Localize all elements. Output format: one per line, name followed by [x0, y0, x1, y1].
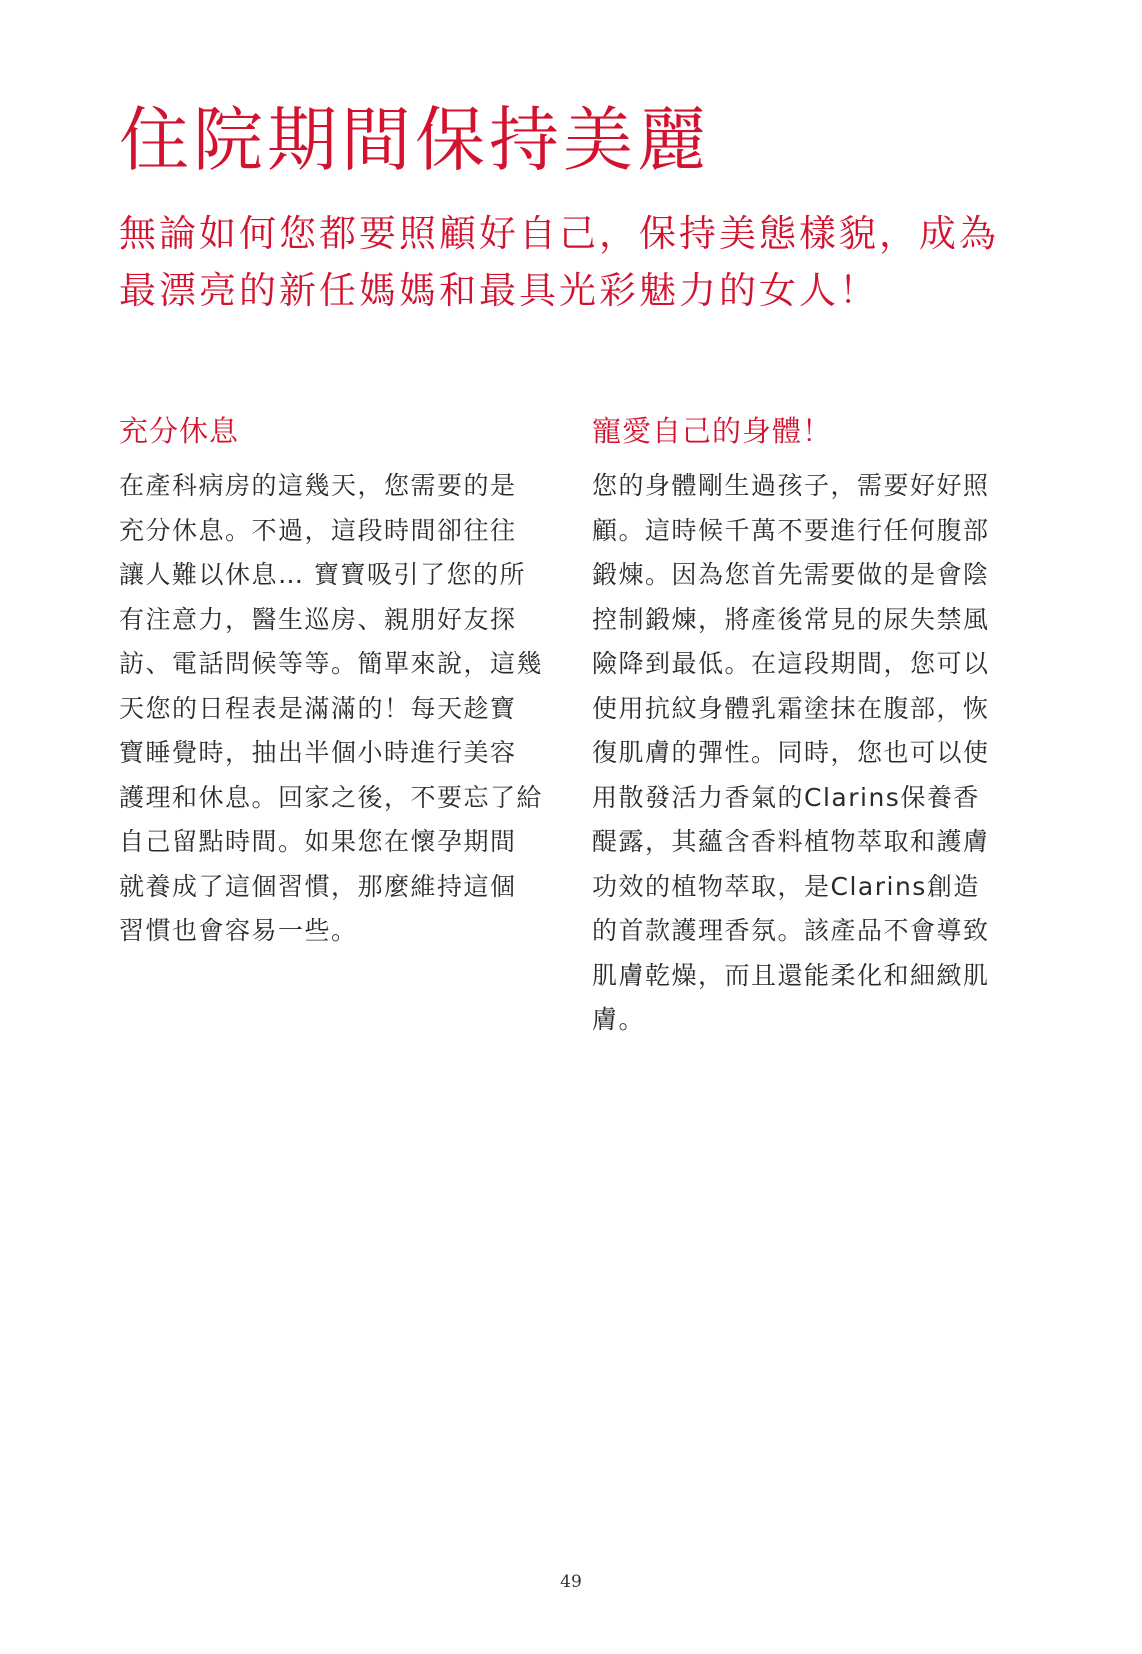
subtitle-line: 最漂亮的新任媽媽和最具光彩魅力的女人！ — [119, 269, 879, 312]
body-line: 有注意力，醫生巡房、親朋好友探 — [119, 604, 517, 634]
body-line: 天您的日程表是滿滿的！每天趁寶 — [119, 693, 517, 723]
section-body — [119, 464, 559, 954]
section-heading: 充分休息 — [119, 414, 240, 448]
body-line: 用散發活力香氣的Clarins保養香 — [592, 782, 980, 812]
section-heading: 寵愛自己的身體！ — [592, 414, 833, 448]
body-line: 寶睡覺時，抽出半個小時進行美容 — [119, 738, 517, 767]
body-line: 險降到最低。在這段期間，您可以 — [592, 649, 990, 678]
body-line: 醍露，其蘊含香料植物萃取和護膚 — [592, 827, 990, 856]
body-line: 在產科病房的這幾天，您需要的是 — [119, 471, 517, 500]
body-line: 訪、電話問候等等。簡單來說，這幾 — [119, 649, 544, 678]
subtitle-line: 無論如何您都要照顧好自己，保持美態樣貌，成為 — [119, 212, 999, 255]
body-line: 使用抗紋身體乳霜塗抹在腹部，恢 — [592, 693, 990, 723]
body-line: 護理和休息。回家之後，不要忘了給 — [119, 782, 544, 812]
page-number: 49 — [560, 1572, 582, 1592]
body-line: 肌膚乾燥，而且還能柔化和細緻肌 — [592, 960, 990, 990]
body-line: 自己留點時間。如果您在懷孕期間 — [119, 827, 517, 856]
page-title: 住院期間保持美麗 — [119, 99, 711, 181]
body-line: 習慣也會容易一些。 — [119, 916, 358, 945]
body-line: 鍛煉。因為您首先需要做的是會陰 — [592, 560, 990, 589]
subtitle — [119, 205, 1039, 319]
body-line: 復肌膚的彈性。同時，您也可以使 — [592, 738, 990, 767]
body-line: 控制鍛煉，將產後常見的尿失禁風 — [592, 604, 990, 634]
section-body-care — [592, 408, 1032, 1043]
body-line: 就養成了這個習慣，那麼維持這個 — [119, 871, 517, 901]
section-rest — [119, 408, 559, 954]
body-line: 充分休息。不過，這段時間卻往往 — [119, 515, 517, 545]
body-line: 顧。這時候千萬不要進行任何腹部 — [592, 515, 990, 545]
body-line: 的首款護理香氛。該產品不會導致 — [592, 916, 990, 945]
body-line: 膚。 — [592, 1005, 646, 1034]
body-line: 您的身體剛生過孩子，需要好好照 — [592, 471, 990, 500]
section-body — [592, 464, 1032, 1043]
body-line: 功效的植物萃取，是Clarins創造 — [592, 871, 980, 901]
body-line: 讓人難以休息… 寶寶吸引了您的所 — [119, 560, 526, 589]
